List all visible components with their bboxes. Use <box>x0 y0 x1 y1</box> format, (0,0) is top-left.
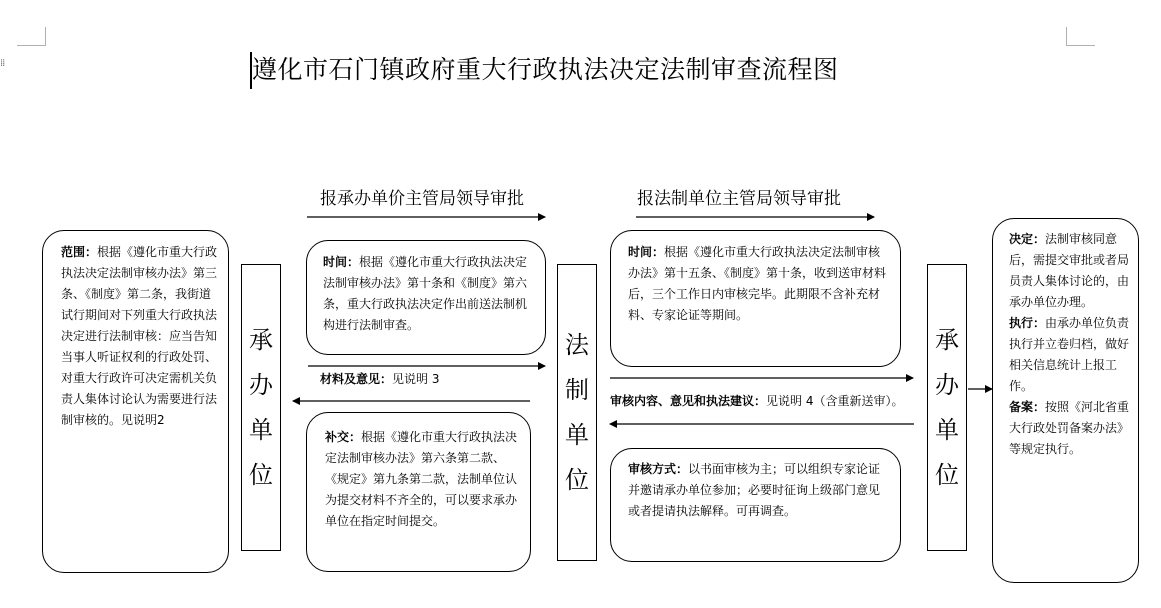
unit-right-char: 单 <box>935 415 959 444</box>
unit-right-char: 承 <box>935 325 959 354</box>
record-text: 按照《河北省重大行政处罚备案办法》等规定执行。 <box>1009 400 1130 456</box>
unit-center-char: 位 <box>565 465 589 494</box>
materials-label: 材料及意见： <box>320 372 393 386</box>
exec-text: 由承办单位负责执行并立卷归档，做好相关信息统计上报工作。 <box>1009 316 1130 393</box>
decide-label: 决定： <box>1009 232 1046 246</box>
review-label: 审核内容、意见和执法建议： <box>610 394 767 408</box>
method-text: 以书面审核为主；可以组织专家论证并邀请承办单位参加；必要时征询上级部门意见或者提请执法解释。可再调查。 <box>628 462 881 518</box>
unit-center-char: 制 <box>565 375 589 404</box>
table-move-handle-icon[interactable]: ⁞⁞ <box>0 58 5 69</box>
method-label: 审核方式： <box>628 462 689 476</box>
time-left-label: 时间： <box>323 255 360 269</box>
top-label-right: 报法制单位主管局领导审批 <box>637 189 841 209</box>
decide-text: 法制审核同意后，需提交审批或者局员责人集体讨论的，由承办单位办理。 <box>1009 232 1130 309</box>
scope-label: 范围： <box>61 245 98 259</box>
top-label-left: 报承办单价主管局领导审批 <box>320 189 524 209</box>
review-text: 见说明 4（含重新送审）。 <box>766 394 904 408</box>
unit-center-char: 法 <box>565 330 589 359</box>
time-left-text: 根据《遵化市重大行政执法决定法制审核办法》第十条和《制度》第六条，重大行政执法决定作出前送法制机构进行法制审查。 <box>323 255 528 332</box>
record-label: 备案： <box>1009 400 1046 414</box>
supplement-text: 根据《遵化市重大行政执法决定法制审核办法》第六条第二款、《规定》第九条第二款，法制单位认为提交材料不齐全的，可以要求承办单位在指定时间提交。 <box>325 430 518 528</box>
unit-right-char: 位 <box>935 460 959 489</box>
unit-left-char: 单 <box>249 415 273 444</box>
time-right-text: 根据《遵化市重大行政执法决定法制审核办法》第十五条、《制度》第十条，收到送审材料后，三个工作日内审核完毕。此期限不含补充材料、专家论证等期间。 <box>628 245 887 322</box>
unit-left-char: 位 <box>249 460 273 489</box>
page-title: 遵化市石门镇政府重大行政执法决定法制审查流程图 <box>252 55 839 84</box>
unit-left-char: 办 <box>249 370 273 399</box>
supplement-label: 补交： <box>325 430 362 444</box>
unit-center-char: 单 <box>565 420 589 449</box>
scope-text: 根据《遵化市重大行政执法决定法制审核办法》第三条、《制度》第二条，我街道试行期间对下列重大行政执法决定进行法制审核：应当告知当事人听证权利的行政处罚、对重大行政许可决定需机关负责人集体讨论认为需要进行法制审核的。见说明2 <box>61 245 218 427</box>
unit-left-char: 承 <box>249 325 273 354</box>
exec-label: 执行： <box>1009 316 1046 330</box>
time-right-label: 时间： <box>628 245 665 259</box>
unit-right-char: 办 <box>935 370 959 399</box>
materials-text: 见说明 3 <box>392 372 440 386</box>
